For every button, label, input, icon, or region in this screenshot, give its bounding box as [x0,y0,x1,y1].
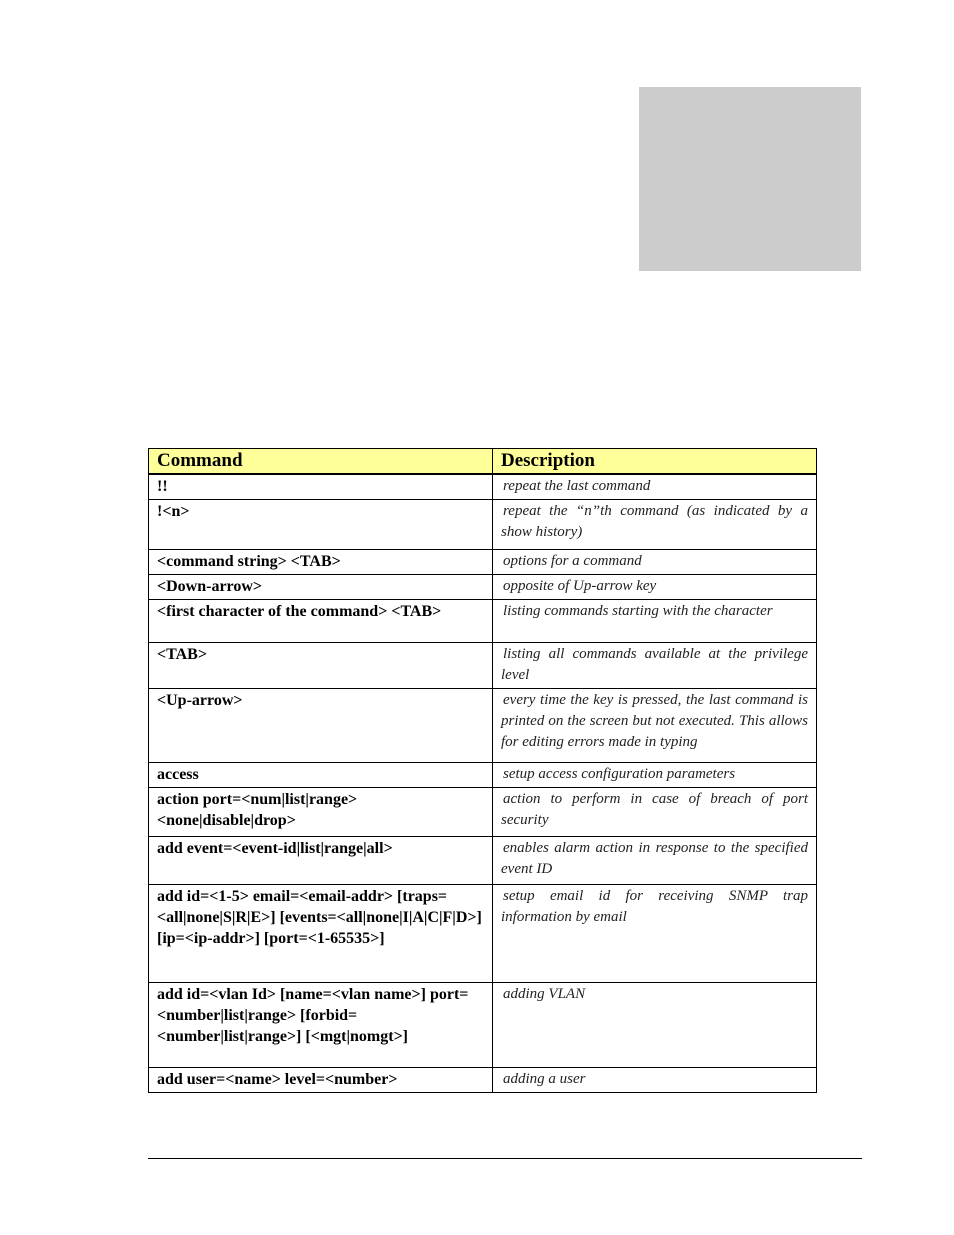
command-cell: !! [149,474,493,500]
table-row [149,550,817,575]
command-table [148,448,817,1093]
description-cell [493,788,817,837]
command-cell: add event=<event-id|list|range|all> [149,837,493,885]
command-cell: add user=<name> level=<number> [149,1068,493,1093]
description-cell [493,474,817,500]
command-cell: add id=<vlan Id> [name=<vlan name>] port=<number|list|range> [forbid=<number|list|range>] [<mgt|nomgt>] [149,983,493,1068]
table-row [149,500,817,550]
description-text: listing commands starting with the character [503,603,773,619]
description-cell [493,763,817,788]
description-cell [493,1068,817,1093]
description-cell [493,643,817,689]
description-text: opposite of Up-arrow key [503,578,657,594]
table-row [149,1068,817,1093]
description-text: options for a command [503,553,642,569]
table-row [149,600,817,643]
description-cell [493,983,817,1068]
description-text: enables alarm action in response to the specified event ID [501,840,808,877]
command-cell: <TAB> [149,643,493,689]
table-row [149,837,817,885]
table-row [149,575,817,600]
description-text: setup email id for receiving SNMP trap information by email [501,888,808,925]
table-row [149,983,817,1068]
header-description: Description [493,449,817,475]
command-cell: <Down-arrow> [149,575,493,600]
command-cell: action port=<num|list|range> <none|disable|drop> [149,788,493,837]
table-row [149,689,817,763]
description-cell [493,550,817,575]
description-cell [493,689,817,763]
description-cell [493,885,817,983]
command-cell: !<n> [149,500,493,550]
description-cell [493,837,817,885]
command-cell: <first character of the command> <TAB> [149,600,493,643]
table-header-row [149,449,817,475]
command-cell: <Up-arrow> [149,689,493,763]
description-text: adding a user [503,1071,586,1087]
footer-rule [148,1158,862,1159]
description-cell [493,500,817,550]
table-row [149,643,817,689]
table-row [149,788,817,837]
description-cell [493,575,817,600]
header-command: Command [149,449,493,475]
command-cell: access [149,763,493,788]
table-row [149,885,817,983]
description-text: setup access configuration parameters [503,766,736,782]
table-row [149,763,817,788]
table-row [149,474,817,500]
chapter-tab-box [639,87,861,271]
description-text: action to perform in case of breach of port security [501,791,808,828]
description-text: repeat the last command [503,478,651,494]
command-cell: add id=<1-5> email=<email-addr> [traps=<all|none|S|R|E>] [events=<all|none|I|A|C|F|D>] [ip=<ip-addr>] [port=<1-65535>] [149,885,493,983]
description-text: listing all commands available at the privilege level [501,646,808,683]
description-text: repeat the “n”th command (as indicated by a show history) [501,503,808,540]
command-cell: <command string> <TAB> [149,550,493,575]
description-cell [493,600,817,643]
description-text: every time the key is pressed, the last command is printed on the screen but not executed. This allows for editing errors made in typing [501,692,808,750]
description-text: adding VLAN [503,986,586,1002]
